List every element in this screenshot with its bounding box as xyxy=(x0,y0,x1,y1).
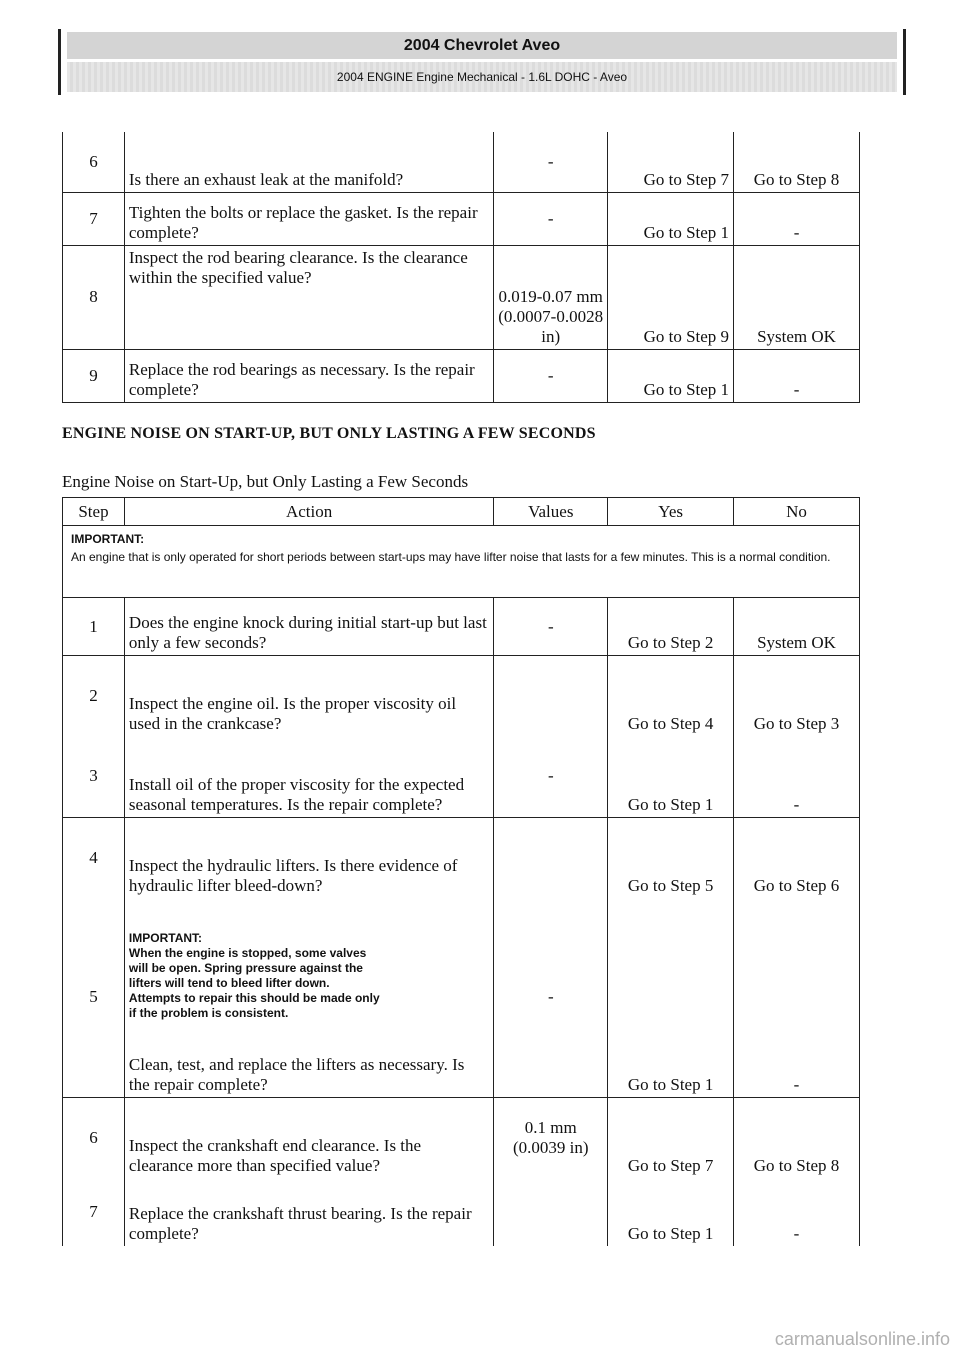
step-number: 8 xyxy=(63,245,125,349)
values-cell: - xyxy=(494,349,608,402)
table-row xyxy=(63,818,860,898)
step-number: 7 xyxy=(63,1178,125,1246)
no-cell: Go to Step 8 xyxy=(734,132,860,192)
header-yes: Yes xyxy=(608,498,734,526)
yes-cell: Go to Step 2 xyxy=(608,598,734,656)
step-important-line: lifters will tend to bleed lifter down. xyxy=(128,976,330,990)
yes-cell: Go to Step 4 xyxy=(608,656,734,736)
step-number: 9 xyxy=(63,349,125,402)
table-row xyxy=(63,1098,860,1178)
step-number: 6 xyxy=(63,132,125,192)
section-title: ENGINE NOISE ON START-UP, BUT ONLY LASTING A FEW SECONDS xyxy=(62,425,596,442)
action-text: Inspect the rod bearing clearance. Is the clearance within the specified value? xyxy=(124,245,493,349)
diagnostic-table xyxy=(62,497,860,1246)
action-text: Does the engine knock during initial start-up but last only a few seconds? xyxy=(124,598,493,656)
values-cell: - xyxy=(494,132,608,192)
yes-cell: Go to Step 1 xyxy=(608,898,734,1098)
no-cell: System OK xyxy=(734,598,860,656)
step-important-label: IMPORTANT: xyxy=(128,931,203,945)
action-text: Inspect the engine oil. Is the proper viscosity oil used in the crankcase? xyxy=(124,656,493,736)
no-cell: Go to Step 3 xyxy=(734,656,860,736)
table-row xyxy=(63,736,860,818)
document-subtitle: 2004 ENGINE Engine Mechanical - 1.6L DOHC - Aveo xyxy=(67,62,897,92)
table-row xyxy=(63,132,860,192)
values-cell xyxy=(494,656,608,736)
values-cell: - xyxy=(494,192,608,245)
yes-cell: Go to Step 7 xyxy=(608,1098,734,1178)
action-text: Is there an exhaust leak at the manifold? xyxy=(124,132,493,192)
yes-cell: Go to Step 9 xyxy=(608,245,734,349)
no-cell: - xyxy=(734,898,860,1098)
step-important-line: When the engine is stopped, some valves xyxy=(128,946,367,960)
no-cell: Go to Step 6 xyxy=(734,818,860,898)
table-row xyxy=(63,245,860,349)
header-step: Step xyxy=(63,498,125,526)
step-number: 5 xyxy=(63,898,125,1098)
yes-cell: Go to Step 1 xyxy=(608,192,734,245)
step-number: 3 xyxy=(63,736,125,818)
table-row xyxy=(63,1178,860,1246)
diagnostic-table-continued xyxy=(62,132,860,403)
table-row xyxy=(63,656,860,736)
yes-cell: Go to Step 1 xyxy=(608,736,734,818)
step-important-line: will be open. Spring pressure against the xyxy=(128,961,363,975)
important-label: IMPORTANT: xyxy=(71,532,145,546)
table-row xyxy=(63,192,860,245)
table-row xyxy=(63,349,860,402)
document-header xyxy=(58,29,906,95)
step-number: 7 xyxy=(63,192,125,245)
yes-cell: Go to Step 5 xyxy=(608,818,734,898)
step-number: 6 xyxy=(63,1098,125,1178)
yes-cell: Go to Step 7 xyxy=(608,132,734,192)
site-watermark: carmanualsonline.info xyxy=(774,1329,950,1349)
step-number: 2 xyxy=(63,656,125,736)
table-row xyxy=(63,598,860,656)
step-number: 4 xyxy=(63,818,125,898)
important-text: An engine that is only operated for short periods between start-ups may have lifter noise that lasts for a few minutes. This is a normal condition. xyxy=(71,550,831,564)
no-cell: - xyxy=(734,736,860,818)
no-cell: - xyxy=(734,192,860,245)
action-text: Replace the rod bearings as necessary. Is the repair complete? xyxy=(124,349,493,402)
no-cell: - xyxy=(734,349,860,402)
action-text: Inspect the crankshaft end clearance. Is the clearance more than specified value? xyxy=(124,1098,493,1178)
step-number: 1 xyxy=(63,598,125,656)
header-no: No xyxy=(734,498,860,526)
no-cell: System OK xyxy=(734,245,860,349)
yes-cell: Go to Step 1 xyxy=(608,349,734,402)
table-row xyxy=(63,898,860,1098)
header-values: Values xyxy=(494,498,608,526)
step-important-note xyxy=(129,931,489,1021)
table-header-row xyxy=(63,498,860,526)
action-text: Replace the crankshaft thrust bearing. Is the repair complete? xyxy=(124,1178,493,1246)
values-cell: - xyxy=(494,898,608,1098)
values-cell xyxy=(494,818,608,898)
document-title: 2004 Chevrolet Aveo xyxy=(67,32,897,59)
no-cell: Go to Step 8 xyxy=(734,1098,860,1178)
values-cell: 0.1 mm (0.0039 in) xyxy=(494,1098,608,1178)
no-cell: - xyxy=(734,1178,860,1246)
action-text: Install oil of the proper viscosity for the expected seasonal temperatures. Is the repair complete? xyxy=(124,736,493,818)
action-cell xyxy=(124,898,493,1098)
table-caption: Engine Noise on Start-Up, but Only Lasting a Few Seconds xyxy=(62,472,469,491)
action-text: Clean, test, and replace the lifters as necessary. Is the repair complete? xyxy=(128,1055,465,1094)
values-cell: 0.019-0.07 mm (0.0007-0.0028 in) xyxy=(494,245,608,349)
action-text: Tighten the bolts or replace the gasket. Is the repair complete? xyxy=(124,192,493,245)
important-row xyxy=(63,526,860,598)
step-important-line: Attempts to repair this should be made only xyxy=(128,991,380,1005)
header-action: Action xyxy=(124,498,493,526)
important-note xyxy=(63,526,860,598)
values-cell: - xyxy=(494,598,608,656)
action-text: Inspect the hydraulic lifters. Is there evidence of hydraulic lifter bleed-down? xyxy=(124,818,493,898)
values-cell: - xyxy=(494,736,608,818)
values-cell xyxy=(494,1178,608,1246)
yes-cell: Go to Step 1 xyxy=(608,1178,734,1246)
step-important-line: if the problem is consistent. xyxy=(128,1006,289,1020)
